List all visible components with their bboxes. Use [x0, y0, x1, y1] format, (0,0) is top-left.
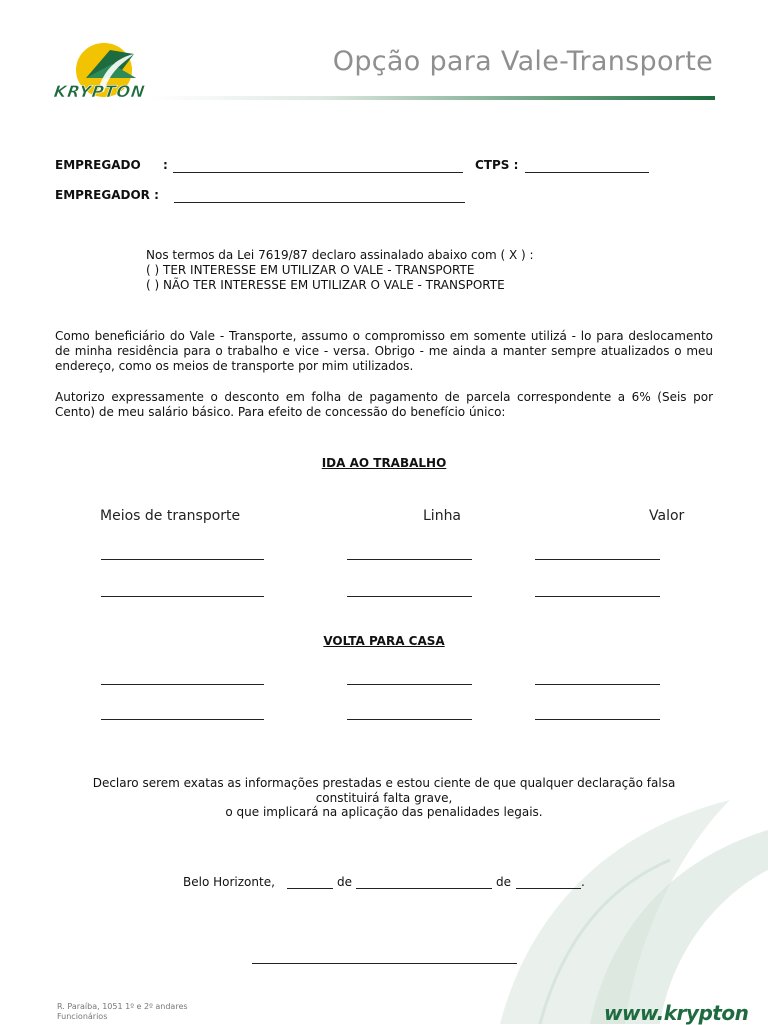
ctps-field[interactable]	[525, 172, 649, 173]
ida-valor-field-1[interactable]	[535, 559, 660, 560]
column-header-linha: Linha	[423, 508, 462, 524]
option-interest-yes[interactable]: ( ) TER INTERESSE EM UTILIZAR O VALE - TRANSPORTE	[146, 263, 475, 277]
declaration-line-3: o que implicará na aplicação das penalidades legais.	[225, 805, 543, 819]
empregado-field[interactable]	[173, 172, 463, 173]
krypton-logo	[52, 40, 152, 106]
ida-meios-field-2[interactable]	[101, 596, 264, 597]
column-header-valor: Valor	[649, 508, 685, 524]
declaration-line-1: Declaro serem exatas as informações prestadas e estou ciente de que qualquer declaração falsa	[92, 776, 676, 790]
empregado-label: EMPREGADO	[55, 158, 141, 172]
commitment-paragraph: Como beneficiário do Vale - Transporte, assumo o compromisso em somente utilizá - lo para deslocamento de minha residência para o trabalho e vice - versa. Obrigo - me ainda a manter sempre atualizados o meu endereço, como os meios de transporte por mim utilizados.	[55, 329, 713, 373]
empregado-colon: :	[163, 158, 168, 172]
date-city: Belo Horizonte,	[183, 875, 275, 889]
footer-address-line-2: Funcionários	[57, 1012, 108, 1021]
ctps-label: CTPS :	[475, 158, 519, 172]
volta-valor-field-2[interactable]	[535, 719, 660, 720]
section-title-volta: VOLTA PARA CASA	[323, 634, 445, 648]
date-de-1: de	[337, 875, 352, 889]
logo-text: KRYPTON	[52, 82, 147, 101]
ida-linha-field-1[interactable]	[347, 559, 472, 560]
section-title-ida: IDA AO TRABALHO	[321, 456, 447, 470]
page-title: Opção para Vale-Transporte	[332, 46, 713, 77]
footer-website: www.krypton	[604, 1001, 749, 1025]
empregador-field[interactable]	[174, 202, 465, 203]
header-divider	[150, 96, 715, 100]
ida-meios-field-1[interactable]	[101, 559, 264, 560]
volta-linha-field-1[interactable]	[347, 684, 472, 685]
volta-meios-field-2[interactable]	[101, 719, 264, 720]
signature-field[interactable]	[252, 963, 517, 964]
column-header-meios: Meios de transporte	[100, 508, 241, 524]
ida-valor-field-2[interactable]	[535, 596, 660, 597]
declaration-line-2: constituirá falta grave,	[315, 791, 453, 805]
date-day-field[interactable]	[287, 888, 333, 889]
date-period: .	[581, 875, 585, 889]
date-de-2: de	[496, 875, 511, 889]
ida-linha-field-2[interactable]	[347, 596, 472, 597]
empregador-label: EMPREGADOR :	[55, 188, 159, 202]
authorization-paragraph: Autorizo expressamente o desconto em folha de pagamento de parcela correspondente a 6% (Seis por Cento) de meu salário básico. Para efeito de concessão do benefício único:	[55, 390, 713, 419]
options-intro: Nos termos da Lei 7619/87 declaro assinalado abaixo com ( X ) :	[146, 248, 534, 262]
date-year-field[interactable]	[516, 888, 581, 889]
date-month-field[interactable]	[356, 888, 492, 889]
volta-linha-field-2[interactable]	[347, 719, 472, 720]
volta-valor-field-1[interactable]	[535, 684, 660, 685]
volta-meios-field-1[interactable]	[101, 684, 264, 685]
option-interest-no[interactable]: ( ) NÃO TER INTERESSE EM UTILIZAR O VALE - TRANSPORTE	[146, 278, 505, 292]
footer-address-line-1: R. Paraíba, 1051 1º e 2º andares	[57, 1002, 188, 1011]
